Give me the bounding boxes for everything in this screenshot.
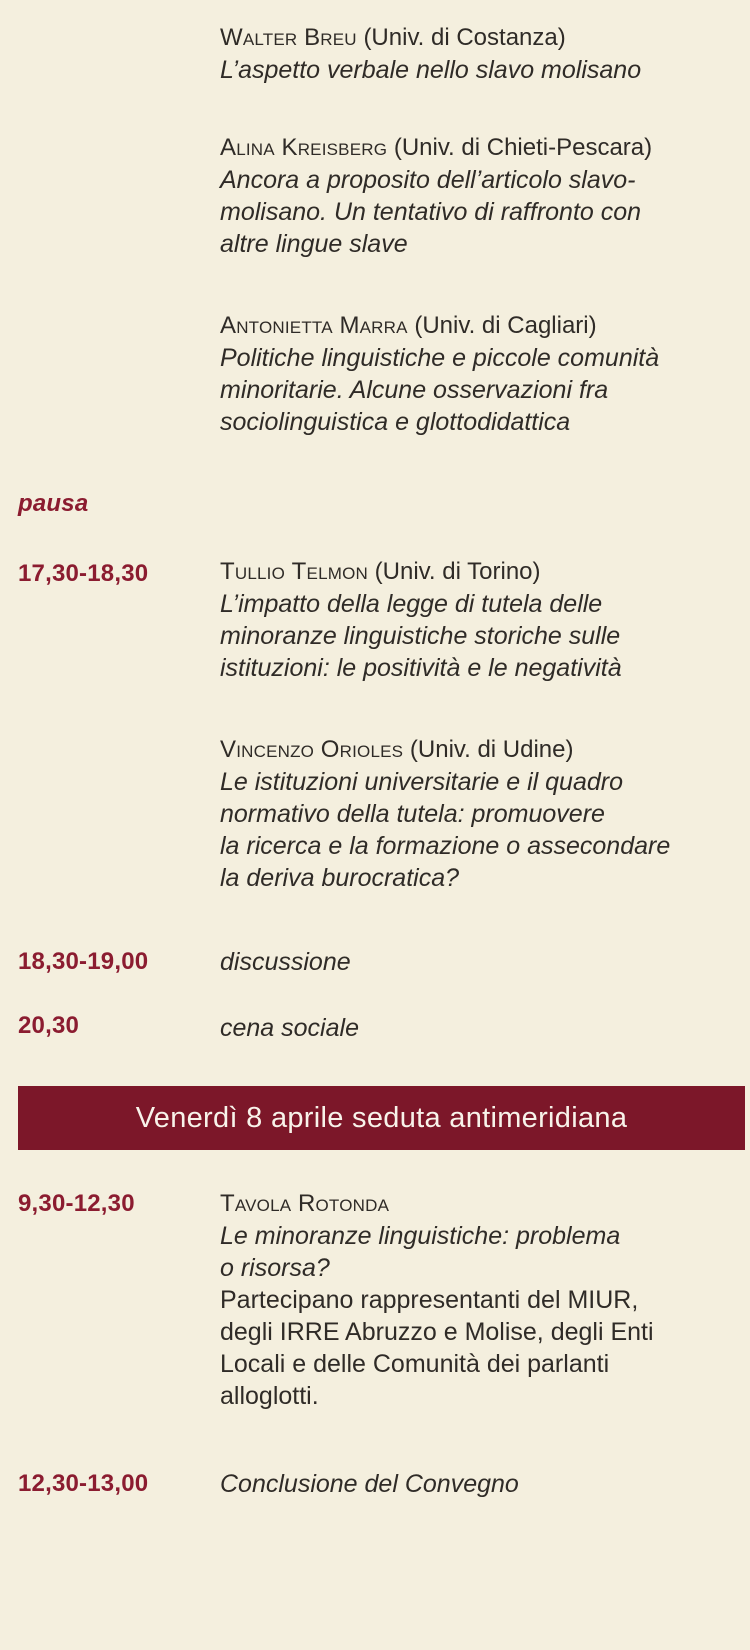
round-table-title-line: Le minoranze linguistiche: problema xyxy=(220,1222,621,1250)
round-table-entry xyxy=(220,1188,740,1412)
talk-title xyxy=(220,164,740,260)
round-table-heading xyxy=(220,1188,740,1220)
talk-title-line: L’aspetto verbale nello slavo molisano xyxy=(220,56,642,84)
round-table-heading-first: Tavola xyxy=(220,1190,292,1217)
talk-title-line: molisano. Un tentativo di raffronto con xyxy=(220,198,642,226)
speaker-line xyxy=(220,556,740,588)
talk-telmon xyxy=(220,556,740,684)
round-table-description-line: degli IRRE Abruzzo e Molise, degli Enti xyxy=(220,1318,654,1346)
dinner-time: 20,30 xyxy=(18,1012,80,1039)
talk-title-line: istituzioni: le positività e le negatività xyxy=(220,654,622,682)
afternoon-time: 17,30-18,30 xyxy=(18,560,149,587)
talk-title-line: Politiche linguistiche e piccole comunità xyxy=(220,344,660,372)
speaker-line xyxy=(220,310,740,342)
talk-breu xyxy=(220,22,740,86)
talk-marra xyxy=(220,310,740,438)
speaker-affiliation: (Univ. di Cagliari) xyxy=(414,312,597,339)
speaker-last-name: Kreisberg xyxy=(281,134,388,161)
talk-title-line: minoritarie. Alcune osservazioni fra xyxy=(220,376,609,404)
speaker-line xyxy=(220,734,740,766)
round-table-title xyxy=(220,1220,740,1284)
speaker-last-name: Breu xyxy=(304,24,357,51)
talk-title xyxy=(220,342,740,438)
speaker-affiliation: (Univ. di Chieti-Pescara) xyxy=(393,134,653,161)
round-table-description-line: Locali e delle Comunità dei parlanti xyxy=(220,1350,610,1378)
talk-title-line: la ricerca e la formazione o assecondare xyxy=(220,832,671,860)
dinner-label: cena sociale xyxy=(220,1014,359,1042)
speaker-last-name: Telmon xyxy=(291,558,368,585)
round-table-title-line: o risorsa? xyxy=(220,1254,330,1282)
speaker-affiliation: (Univ. di Costanza) xyxy=(363,24,566,51)
speaker-affiliation: (Univ. di Torino) xyxy=(374,558,541,585)
closing-label: Conclusione del Convegno xyxy=(220,1470,519,1498)
closing-time: 12,30-13,00 xyxy=(18,1470,149,1497)
discussion-time: 18,30-19,00 xyxy=(18,948,149,975)
speaker-line xyxy=(220,22,740,54)
speaker-affiliation: (Univ. di Udine) xyxy=(409,736,574,763)
pause-label: pausa xyxy=(18,490,89,517)
talk-title xyxy=(220,588,740,684)
speaker-first-name: Vincenzo xyxy=(220,736,315,763)
round-table-description xyxy=(220,1284,740,1412)
discussion-label: discussione xyxy=(220,948,351,976)
day-session-banner: Venerdì 8 aprile seduta antimeridiana xyxy=(18,1086,745,1150)
talk-orioles xyxy=(220,734,740,894)
talk-title-line: L’impatto della legge di tutela delle xyxy=(220,590,603,618)
speaker-last-name: Orioles xyxy=(320,736,404,763)
talk-title-line: minoranze linguistiche storiche sulle xyxy=(220,622,621,650)
speaker-first-name: Walter xyxy=(220,24,298,51)
speaker-first-name: Antonietta xyxy=(220,312,333,339)
talk-title xyxy=(220,766,740,894)
talk-title-line: Ancora a proposito dell’articolo slavo- xyxy=(220,166,636,194)
round-table-time: 9,30-12,30 xyxy=(18,1190,135,1217)
talk-kreisberg xyxy=(220,132,740,260)
speaker-first-name: Tullio xyxy=(220,558,285,585)
talk-title-line: altre lingue slave xyxy=(220,230,408,258)
talk-title-line: la deriva burocratica? xyxy=(220,864,460,892)
round-table-description-line: Partecipano rappresentanti del MIUR, xyxy=(220,1286,639,1314)
round-table-heading-last: Rotonda xyxy=(297,1190,390,1217)
talk-title-line: sociolinguistica e glottodidattica xyxy=(220,408,571,436)
speaker-first-name: Alina xyxy=(220,134,275,161)
speaker-line xyxy=(220,132,740,164)
talk-title xyxy=(220,54,740,86)
round-table-description-line: alloglotti. xyxy=(220,1382,319,1410)
talk-title-line: normativo della tutela: promuovere xyxy=(220,800,605,828)
speaker-last-name: Marra xyxy=(339,312,408,339)
talk-title-line: Le istituzioni universitarie e il quadro xyxy=(220,768,623,796)
